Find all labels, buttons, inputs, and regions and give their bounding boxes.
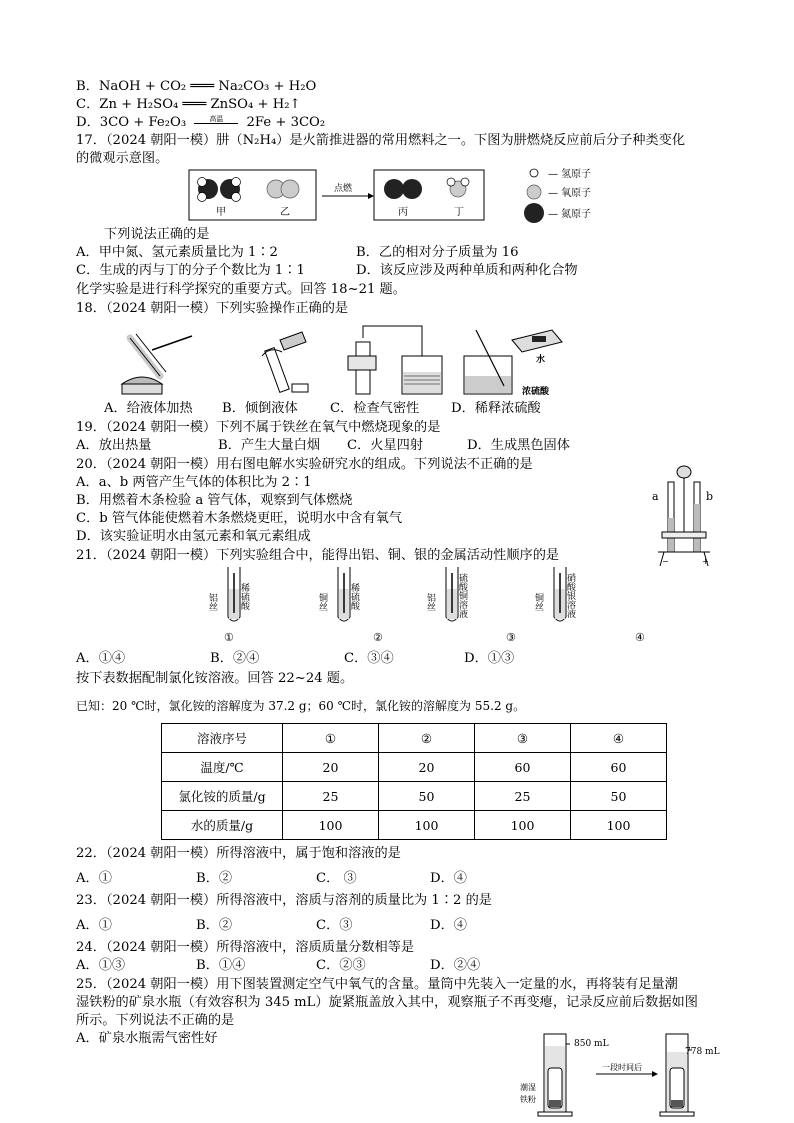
label-water: 水 — [536, 355, 546, 365]
table-cell: 50 — [379, 782, 475, 811]
q17-option-a: A．甲中氮、氢元素质量比为 1∶2 — [76, 245, 278, 260]
q23-option-a: A．① — [76, 918, 112, 933]
q17-stem: 17．（2024 朝阳一模）肼（N₂H₄）是火箭推进器的常用燃料之一。下图为肼燃烧反应前后分子种类变化 — [76, 133, 686, 148]
q24-option-a: A．①③ — [76, 958, 126, 973]
table-cell: 50 — [571, 782, 667, 811]
label-ding: 丁 — [454, 207, 464, 218]
q25-stem-cont2: 所示。下列说法不正确的是 — [76, 1013, 235, 1028]
table-cell: 氯化铵的质量/g — [162, 782, 283, 811]
q19-option-b: B．产生大量白烟 — [218, 438, 321, 453]
option-b-equation: B．NaOH + CO₂ ═══ Na₂CO₃ + H₂O — [76, 79, 317, 94]
tube1-metal: 铝丝 — [207, 593, 217, 611]
q25-option-a: A．矿泉水瓶需气密性好 — [76, 1031, 218, 1046]
q23-stem: 23．（2024 朝阳一模）所得溶液中，溶质与溶剂的质量比为 1∶2 的是 — [76, 893, 492, 908]
legend-oxygen: — 氧原子 — [548, 188, 592, 199]
q20-option-c: C．b 管气体能使燃着木条燃烧更旺，说明水中含有氧气 — [76, 511, 403, 526]
label-bing: 丙 — [398, 207, 408, 218]
tube-2 — [317, 567, 383, 644]
tube-4 — [533, 567, 645, 644]
label-yi: 乙 — [280, 207, 290, 218]
table-cell: 60 — [475, 753, 571, 782]
q17-molecule-diagram — [188, 169, 488, 221]
label-tube-b: b — [706, 490, 714, 503]
table-cell: 100 — [283, 811, 379, 840]
table-cell: 100 — [571, 811, 667, 840]
label-tube-a: a — [652, 490, 659, 503]
q18-stem: 18．（2024 朝阳一模）下列实验操作正确的是 — [76, 301, 349, 316]
label-moist: 潮湿 — [520, 1083, 536, 1092]
table-header-cell: ④ — [571, 724, 667, 753]
q17-option-b: B．乙的相对分子质量为 16 — [356, 245, 519, 260]
q19-option-d: D．生成黑色固体 — [467, 438, 570, 453]
table-cell: 100 — [475, 811, 571, 840]
tube-1 — [207, 567, 250, 644]
table-cell: 温度/℃ — [162, 753, 283, 782]
q25-stem-cont1: 湿铁粉的矿泉水瓶（有效容积为 345 mL）旋紧瓶盖放入其中，观察瓶子不再变瘪，记录反应前后数据如图 — [76, 995, 698, 1010]
q21-option-b: B．②④ — [210, 651, 260, 666]
tube3-metal: 铝丝 — [425, 593, 435, 611]
label-conc-acid: 浓硫酸 — [522, 387, 550, 397]
label-jia: 甲 — [216, 207, 226, 218]
q23-option-c: C．③ — [316, 918, 353, 933]
option-d-left: D．3CO + Fe₂O₃ — [76, 115, 187, 130]
q17-option-d: D．该反应涉及两种单质和两种化合物 — [356, 263, 578, 278]
q25-stem: 25．（2024 朝阳一模）用下图装置测定空气中氧气的含量。量筒中先装入一定量的水，再将装有足量潮 — [76, 977, 678, 992]
table-row — [162, 782, 667, 811]
q23-option-d: D．④ — [430, 918, 467, 933]
q21-test-tubes-figure — [190, 565, 660, 651]
table-header-cell: ③ — [475, 724, 571, 753]
tube2-number: ② — [373, 631, 383, 644]
table-header-cell: ② — [379, 724, 475, 753]
option-d-equation — [76, 114, 325, 133]
q20-electrolysis-apparatus — [646, 462, 722, 574]
q24-stem: 24．（2024 朝阳一模）所得溶液中，溶质质量分数相等是 — [76, 940, 415, 955]
svg-text:−: − — [662, 557, 669, 566]
q17-question: 下列说法正确的是 — [104, 227, 210, 242]
q17-option-c: C．生成的丙与丁的分子个数比为 1∶1 — [76, 263, 305, 278]
q19-stem: 19．（2024 朝阳一模）下列不属于铁丝在氧气中燃烧现象的是 — [76, 420, 441, 435]
q20-option-d: D．该实验证明水由氢元素和氧元素组成 — [76, 529, 311, 544]
q17-legend — [524, 165, 634, 225]
solution-table — [161, 723, 667, 840]
tube1-number: ① — [224, 631, 234, 644]
q25-cylinder-figure — [520, 1028, 730, 1118]
svg-text:+: + — [702, 557, 709, 566]
q22-option-b: B．② — [196, 871, 233, 886]
legend-nitrogen: — 氮原子 — [548, 209, 592, 220]
arrow-ignite: 点燃 — [334, 184, 353, 194]
q22-option-d: D．④ — [430, 871, 467, 886]
known-solubility: 已知：20 ℃时，氯化铵的溶解度为 37.2 g；60 ℃时，氯化铵的溶解度为 55.2 g。 — [76, 699, 526, 713]
q17-stem-cont: 的微观示意图。 — [76, 151, 169, 166]
q22-stem: 22．（2024 朝阳一模）所得溶液中，属于饱和溶液的是 — [76, 846, 401, 861]
q24-option-c: C．②③ — [316, 958, 366, 973]
q21-option-c: C．③④ — [344, 651, 394, 666]
tube4-solution: 硝酸银溶液 — [565, 573, 575, 618]
q21-option-a: A．①④ — [76, 651, 126, 666]
volume-after: 778 mL — [685, 1047, 720, 1057]
table-header-row — [162, 724, 667, 753]
tube3-solution: 硫酸铜溶液 — [457, 573, 467, 618]
q18-option-b: B．倾倒液体 — [222, 401, 298, 416]
q21-option-d: D．①③ — [464, 651, 515, 666]
legend-hydrogen: — 氢原子 — [548, 169, 592, 180]
option-d-right: 2Fe + 3CO₂ — [246, 115, 326, 130]
q20-stem: 20．（2024 朝阳一模）用右图电解水实验研究水的组成。下列说法不正确的是 — [76, 457, 533, 472]
q18-option-c: C．检查气密性 — [330, 401, 420, 416]
intro-22-24: 按下表数据配制氯化铵溶液。回答 22~24 题。 — [76, 671, 354, 686]
table-cell: 20 — [283, 753, 379, 782]
table-cell: 25 — [475, 782, 571, 811]
q24-option-d: D．②④ — [430, 958, 481, 973]
q19-option-a: A．放出热量 — [76, 438, 152, 453]
intro-18-21: 化学实验是进行科学探究的重要方式。回答 18~21 题。 — [76, 282, 406, 297]
q20-option-b: B．用燃着木条检验 a 管气体，观察到气体燃烧 — [76, 493, 353, 508]
table-cell: 60 — [571, 753, 667, 782]
q24-option-b: B．①④ — [196, 958, 246, 973]
arrow-after-time: 一段时间后 — [602, 1063, 642, 1072]
tube-3 — [425, 567, 516, 644]
q20-option-a: A．a、b 两管产生气体的体积比为 2∶1 — [76, 475, 312, 490]
tube2-metal: 铜丝 — [317, 593, 327, 611]
table-header-cell: ① — [283, 724, 379, 753]
tube4-metal: 铜丝 — [533, 593, 543, 611]
tube3-number: ③ — [506, 631, 516, 644]
table-cell: 水的质量/g — [162, 811, 283, 840]
table-header-cell: 溶液序号 — [162, 724, 283, 753]
q18-option-a: A．给液体加热 — [104, 401, 193, 416]
table-cell: 25 — [283, 782, 379, 811]
q22-option-c: C． ③ — [316, 871, 357, 886]
option-c-equation: C．Zn + H₂SO₄ ═══ ZnSO₄ + H₂↑ — [76, 97, 301, 112]
q21-stem: 21．（2024 朝阳一模）下列实验组合中，能得出铝、铜、银的金属活动性顺序的是 — [76, 548, 560, 563]
q18-option-d: D．稀释浓硫酸 — [451, 401, 541, 416]
condition-high-temp: 高温 — [209, 115, 224, 123]
table-row — [162, 811, 667, 840]
q19-option-c: C．火星四射 — [347, 438, 424, 453]
volume-before: 850 mL — [574, 1039, 609, 1049]
label-iron-powder: 铁粉 — [520, 1095, 536, 1104]
table-row — [162, 753, 667, 782]
q18-operations-figure — [112, 320, 582, 400]
tube1-solution: 稀硫酸 — [239, 583, 249, 610]
table-cell: 100 — [379, 811, 475, 840]
q23-option-b: B．② — [196, 918, 233, 933]
tube2-solution: 稀硫酸 — [349, 583, 359, 610]
tube4-number: ④ — [635, 631, 645, 644]
q22-option-a: A．① — [76, 871, 112, 886]
table-cell: 20 — [379, 753, 475, 782]
